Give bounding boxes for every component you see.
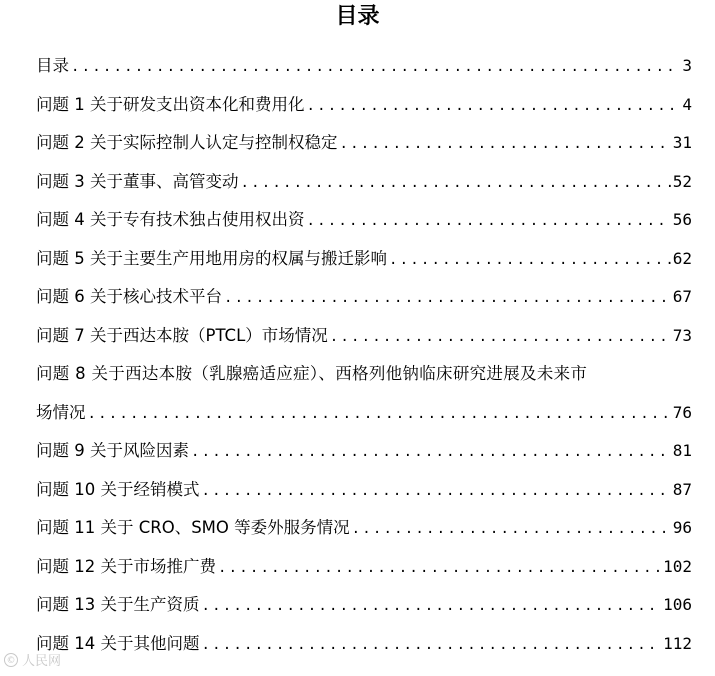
toc-entry[interactable] [36, 54, 692, 93]
watermark [4, 650, 61, 669]
toc-entry-text: 问题 14 关于其他问题 [36, 633, 200, 653]
toc-entry[interactable] [36, 478, 692, 517]
copyright-icon: © [4, 653, 18, 667]
dot-leader [241, 171, 671, 195]
toc-entry[interactable] [36, 208, 692, 247]
toc-entry-text: 问题 5 关于主要生产用地用房的权属与搬迁影响 [36, 248, 387, 268]
toc-entry-text-continued: 场情况 [36, 402, 86, 422]
dot-leader [330, 325, 671, 349]
table-of-contents [36, 54, 692, 670]
toc-entry-text: 问题 8 关于西达本胺（乳腺癌适应症）、西格列他钠临床研究进展及未来市 [36, 364, 588, 383]
toc-entry-text: 问题 10 关于经销模式 [36, 479, 200, 499]
toc-entry-text: 问题 13 关于生产资质 [36, 595, 200, 614]
toc-page-number: 81 [672, 441, 692, 460]
dot-leader [191, 440, 671, 464]
toc-entry-text: 问题 6 关于核心技术平台 [36, 287, 222, 306]
toc-entry-text: 问题 1 关于研发支出资本化和费用化 [36, 94, 305, 114]
dot-leader [340, 132, 671, 156]
toc-entry-text: 目录 [36, 56, 69, 75]
dot-leader [202, 594, 662, 618]
toc-entry-text: 问题 11 关于 CRO、SMO 等委外服务情况 [36, 518, 350, 537]
toc-entry[interactable] [36, 93, 692, 132]
toc-entry[interactable] [36, 362, 692, 439]
toc-entry[interactable] [36, 632, 692, 671]
dot-leader [307, 94, 681, 118]
dot-leader [218, 556, 661, 580]
toc-page-number: 56 [672, 210, 692, 229]
toc-page-number: 52 [672, 171, 692, 191]
toc-entry[interactable] [36, 131, 692, 170]
toc-page-number: 106 [663, 595, 692, 614]
toc-page-number: 102 [663, 556, 692, 576]
toc-page-number: 4 [682, 94, 692, 114]
toc-entry[interactable] [36, 247, 692, 286]
toc-page-number: 73 [672, 325, 692, 345]
dot-leader [88, 402, 671, 426]
dot-leader [307, 209, 671, 233]
toc-page-number: 87 [672, 479, 692, 499]
toc-entry[interactable] [36, 555, 692, 594]
toc-page-number: 76 [672, 402, 692, 422]
toc-page-number: 62 [672, 248, 692, 268]
dot-leader [202, 633, 662, 657]
toc-page-number: 112 [663, 633, 692, 653]
toc-page-number: 3 [682, 56, 692, 75]
dot-leader [202, 479, 671, 503]
dot-leader [389, 248, 671, 272]
dot-leader [352, 517, 671, 541]
toc-entry-text: 问题 2 关于实际控制人认定与控制权稳定 [36, 133, 338, 152]
toc-entry-text: 问题 12 关于市场推广费 [36, 556, 216, 576]
toc-entry[interactable] [36, 285, 692, 324]
toc-page-number: 67 [672, 287, 692, 306]
page-title: 目录 [335, 4, 380, 29]
toc-entry-text: 问题 3 关于董事、高管变动 [36, 171, 239, 191]
dot-leader [224, 286, 671, 310]
toc-entry[interactable] [36, 516, 692, 555]
toc-entry[interactable] [36, 593, 692, 632]
toc-entry[interactable] [36, 170, 692, 209]
toc-entry-text: 问题 4 关于专有技术独占使用权出资 [36, 210, 305, 229]
watermark-text: 人民网 [22, 654, 62, 669]
toc-entry-text: 问题 7 关于西达本胺（PTCL）市场情况 [36, 325, 328, 345]
toc-entry[interactable] [36, 439, 692, 478]
toc-entry[interactable] [36, 324, 692, 363]
toc-page-number: 96 [672, 518, 692, 537]
dot-leader [71, 55, 680, 79]
toc-entry-text: 问题 9 关于风险因素 [36, 441, 189, 460]
toc-page-number: 31 [672, 133, 692, 152]
